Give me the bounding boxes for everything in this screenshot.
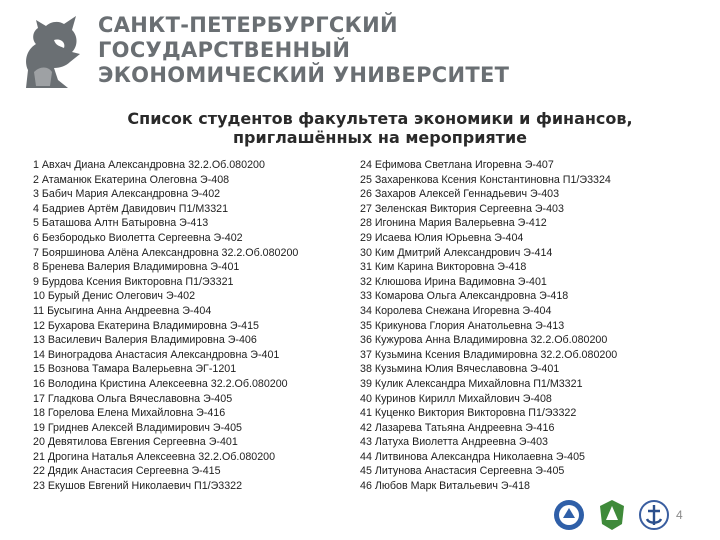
student-entry: 41 Куценко Виктория Викторовна П1/Э3322 xyxy=(360,407,577,420)
student-list-right xyxy=(360,158,710,494)
student-entry: 26 Захаров Алексей Геннадьевич Э-403 xyxy=(360,188,560,201)
student-entry: 1 Авхач Диана Александровна 32.2.Об.080200 xyxy=(33,159,265,171)
student-entry: 32 Клюшова Ирина Вадимовна Э-401 xyxy=(360,275,547,288)
page-number: 4 xyxy=(676,508,683,522)
student-entry: 38 Кузьмина Юлия Вячеславовна Э-401 xyxy=(360,363,560,376)
student-entry: 29 Исаева Юлия Юрьевна Э-404 xyxy=(360,231,524,244)
header xyxy=(0,0,720,104)
student-entry: 39 Кулик Александра Михайловна П1/М3321 xyxy=(360,377,583,390)
student-entry: 5 Баташова Алтн Батыровна Э-413 xyxy=(33,217,209,230)
student-entry: 35 Крикунова Глория Анатольевна Э-413 xyxy=(360,319,565,332)
emblem-anchor-icon xyxy=(638,498,670,532)
emblem-green-icon xyxy=(596,498,628,532)
student-entry: 40 Куринов Кирилл Михайлович Э-408 xyxy=(360,392,552,405)
student-entry: 18 Горелова Елена Михайловна Э-416 xyxy=(33,407,226,420)
student-entry: 31 Ким Карина Викторовна Э-418 xyxy=(360,261,527,274)
student-entry: 45 Литунова Анастасия Сергеевна Э-405 xyxy=(360,465,565,478)
student-list-left xyxy=(33,158,358,494)
student-entry: 21 Дрогина Наталья Алексеевна 32.2.Об.080200 xyxy=(33,450,276,463)
griffin-logo-icon xyxy=(14,10,90,94)
student-entry: 46 Любов Марк Витальевич Э-418 xyxy=(360,480,530,493)
university-name-line: ГОСУДАРСТВЕННЫЙ xyxy=(98,38,351,62)
page-title-line: Список студентов факультета экономики и финансов, xyxy=(127,109,633,128)
university-name-line: ЭКОНОМИЧЕСКИЙ УНИВЕРСИТЕТ xyxy=(98,63,510,87)
student-entry: 43 Латуха Виолетта Андреевна Э-403 xyxy=(360,436,548,449)
student-entry: 28 Игонина Мария Валерьевна Э-412 xyxy=(360,217,547,230)
student-entry: 12 Бухарова Екатерина Владимировна Э-415 xyxy=(33,319,259,332)
student-entry: 23 Екушов Евгений Николаевич П1/Э3322 xyxy=(33,480,243,493)
university-name xyxy=(98,13,509,88)
student-entry: 16 Володина Кристина Алексеевна 32.2.Об.080200 xyxy=(33,377,288,390)
student-entry: 30 Ким Дмитрий Александрович Э-414 xyxy=(360,246,553,259)
student-entry: 20 Девятилова Евгения Сергеевна Э-401 xyxy=(33,436,238,449)
university-name-line: САНКТ-ПЕТЕРБУРГСКИЙ xyxy=(98,13,398,37)
student-entry: 14 Виноградова Анастасия Александровна Э-401 xyxy=(33,348,280,361)
student-entry: 25 Захаренкова Ксения Константиновна П1/Э3324 xyxy=(360,173,611,186)
page-title-line: приглашённых на мероприятие xyxy=(232,128,528,147)
footer-logos xyxy=(548,496,708,536)
student-entry: 22 Дядик Анастасия Сергеевна Э-415 xyxy=(33,465,221,478)
student-entry: 44 Литвинова Александра Николаевна Э-405 xyxy=(360,450,585,463)
student-entry: 9 Бурдова Ксения Викторовна П1/Э3321 xyxy=(33,275,234,288)
student-entry: 37 Кузьмина Ксения Владимировна 32.2.Об.080200 xyxy=(360,348,618,361)
student-entry: 7 Бояршинова Алёна Александровна 32.2.Об.080200 xyxy=(33,246,299,259)
emblem-blue-icon xyxy=(552,498,586,532)
page-title xyxy=(40,109,720,147)
student-entry: 19 Гриднев Алексей Владимирович Э-405 xyxy=(33,421,242,434)
student-entry: 10 Бурый Денис Олегович Э-402 xyxy=(33,290,196,303)
student-entry: 13 Василевич Валерия Владимировна Э-406 xyxy=(33,334,257,347)
student-entry: 11 Бусыгина Анна Андреевна Э-404 xyxy=(33,304,212,317)
student-entry: 24 Ефимова Светлана Игоревна Э-407 xyxy=(360,159,554,171)
student-entry: 27 Зеленская Виктория Сергеевна Э-403 xyxy=(360,202,564,215)
student-entry: 6 Безбородько Виолетта Сергеевна Э-402 xyxy=(33,231,243,244)
student-entry: 15 Вознова Тамара Валерьевна ЭГ-1201 xyxy=(33,363,237,376)
student-entry: 2 Атаманюк Екатерина Олеговна Э-408 xyxy=(33,173,230,186)
student-entry: 33 Комарова Ольга Александровна Э-418 xyxy=(360,290,569,303)
student-entry: 34 Королева Снежана Игоревна Э-404 xyxy=(360,304,552,317)
student-entry: 3 Бабич Мария Александровна Э-402 xyxy=(33,188,221,201)
student-entry: 42 Лазарева Татьяна Андреевна Э-416 xyxy=(360,421,555,434)
student-entry: 4 Бадриев Артём Давидович П1/М3321 xyxy=(33,202,229,215)
student-entry: 36 Кужурова Анна Владимировна 32.2.Об.080200 xyxy=(360,334,608,347)
student-entry: 17 Гладкова Ольга Вячеславовна Э-405 xyxy=(33,392,233,405)
student-entry: 8 Бренева Валерия Владимировна Э-401 xyxy=(33,261,240,274)
